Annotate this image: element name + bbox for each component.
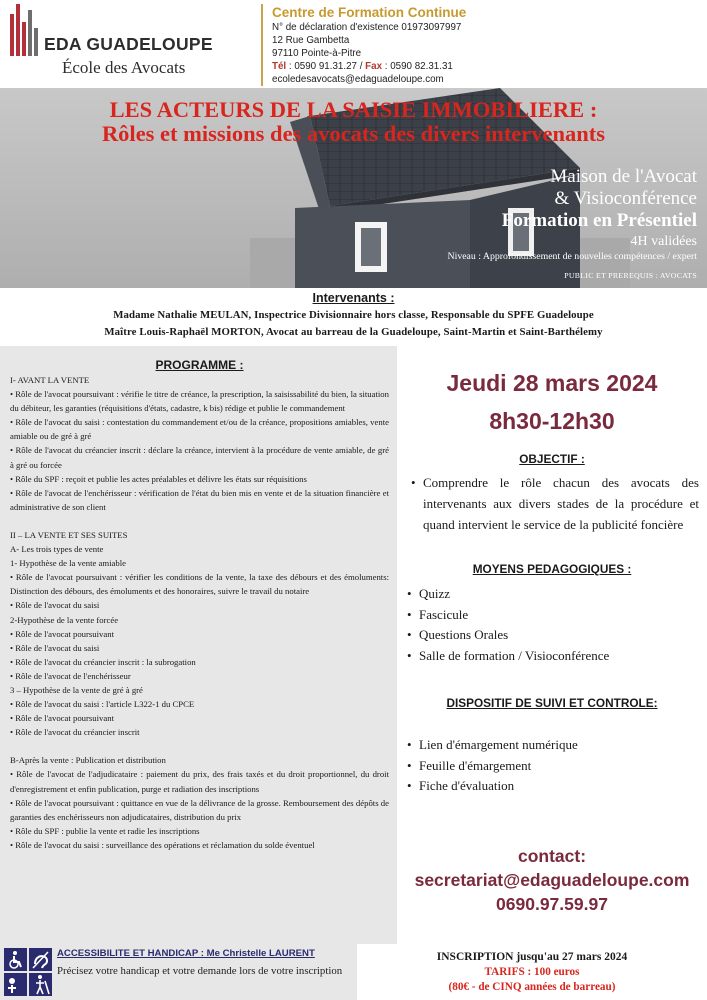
contact-block: [397, 844, 707, 916]
venue-line-2: & Visioconférence: [554, 188, 697, 209]
tel-label: Tél: [272, 61, 287, 72]
accessibility-heading: ACCESSIBILITE ET HANDICAP : Me Christelle LAURENT: [57, 948, 315, 959]
programme-heading: PROGRAMME :: [155, 358, 244, 372]
moyens-heading: MOYENS PEDAGOGIQUES :: [472, 562, 632, 576]
list-item: • Salle de formation / Visioconférence: [407, 646, 609, 667]
contact-email[interactable]: secretariat@edaguadeloupe.com: [414, 870, 690, 890]
programme-line: • Rôle de l'avocat poursuivant : vérifier les conditions de la vente, la taxe des débours et des émoluments: Distinction des débours, des émoluments et des honoraires, suivre le travail du notaire: [10, 572, 389, 597]
objectif-text: • Comprendre le rôle chacun des avocats des intervenants aux divers stades de la procédure et quand intervient le service de la publicité foncière: [411, 472, 699, 535]
eda-logo-icon: [10, 4, 40, 56]
programme-line: • Rôle de l'avocat du saisi : l'article L322-1 du CPCE: [10, 699, 195, 710]
programme-part-3: [10, 753, 389, 852]
organisation-email[interactable]: ecoledesavocats@edaguadeloupe.com: [272, 74, 444, 85]
programme-spacer: [10, 514, 389, 528]
accessibility-text: Précisez votre handicap et votre demande lors de votre inscription: [57, 965, 343, 977]
contact-phone[interactable]: 0690.97.59.97: [496, 894, 608, 914]
list-item: • Questions Orales: [407, 625, 609, 646]
programme-part-1: [10, 373, 389, 514]
dispositif-list: [407, 735, 578, 797]
training-title: [0, 98, 707, 146]
training-title-line-1: LES ACTEURS DE LA SAISIE IMMOBILIERE :: [109, 97, 598, 122]
tarif-reduced: (80€ - de CINQ années de barreau): [448, 981, 616, 993]
validated-hours: 4H validées: [630, 234, 697, 249]
programme-part-2: [10, 528, 389, 739]
programme-line: • Rôle du SPF : reçoit et publie les actes préalables et délivre les états sur réquisitions: [10, 473, 307, 484]
programme-line: • Rôle de l'avocat du saisi : contestation du commandement et/ou de la créance, propositions amiables, vente amiable ou de gré à gré: [10, 417, 389, 442]
programme-panel: [0, 346, 397, 944]
organisation-name: Centre de Formation Continue: [272, 5, 467, 20]
target-public: PUBLIC ET PREREQUIS : AVOCATS: [564, 271, 697, 280]
training-title-line-2: Rôles et missions des avocats des divers intervenants: [101, 121, 606, 146]
programme-line: • Rôle de l'avocat poursuivant: [10, 713, 115, 724]
programme-line: • Rôle de l'avocat du créancier inscrit : la subrogation: [10, 656, 196, 667]
programme-line: • Rôle de l'avocat du créancier inscrit : déclare la créance, intervient à la procédure de vente amiable, de gré à gré ou forcée: [10, 445, 389, 470]
list-item: • Fiche d'évaluation: [407, 776, 578, 797]
declaration-number: N° de déclaration d'existence 01973097997: [272, 22, 462, 33]
training-mode: Formation en Présentiel: [501, 210, 697, 231]
tarif: TARIFS : 100 euros: [484, 966, 580, 978]
venue-line-1: Maison de l'Avocat: [550, 166, 697, 187]
logo-subtitle: École des Avocats: [62, 58, 186, 77]
programme-line: 2-Hypothèse de la vente forcée: [10, 614, 119, 625]
inscription-deadline: INSCRIPTION jusqu'au 27 mars 2024: [436, 951, 628, 963]
programme-line: • Rôle de l'avocat poursuivant : quittance en vue de la délivrance de la grosse. Remboursement des dépôts de garanties des enchérisseurs non adjudicataires, distribution du prix: [10, 797, 389, 822]
list-item: • Lien d'émargement numérique: [407, 735, 578, 756]
list-item: • Quizz: [407, 584, 609, 605]
programme-line: A- Les trois types de vente: [10, 544, 104, 555]
programme-line: • Rôle de l'avocat du créancier inscrit: [10, 727, 140, 738]
programme-spacer: [10, 739, 389, 753]
header-divider: [261, 4, 263, 86]
moyens-list: [407, 584, 609, 666]
programme-line: • Rôle de l'avocat du saisi: [10, 600, 100, 611]
programme-line: • Rôle de l'avocat poursuivant: [10, 628, 115, 639]
hero-banner: [0, 88, 707, 288]
programme-line: I- AVANT LA VENTE: [10, 375, 90, 385]
programme-line: • Rôle de l'avocat de l'adjudicataire : paiement du prix, des frais taxés et du droit proportionnel, du droit d'enregistrement et enfin publication, purge et radiation des inscriptions: [10, 769, 389, 794]
training-level: Niveau : Approfondissement de nouvelles compétences / expert: [447, 251, 697, 262]
list-item: • Feuille d'émargement: [407, 756, 578, 777]
programme-line: 1- Hypothèse de la vente amiable: [10, 558, 127, 569]
logo-title: EDA GUADELOUPE: [44, 34, 213, 54]
dispositif-heading: DISPOSITIF DE SUIVI ET CONTROLE:: [446, 696, 658, 710]
programme-line: 3 – Hypothèse de la vente de gré à gré: [10, 684, 143, 695]
city-address: 97110 Pointe-à-Pitre: [272, 48, 362, 59]
session-details: [397, 346, 707, 944]
objectif-heading: OBJECTIF :: [519, 452, 585, 466]
accessibility-section: [0, 944, 357, 1000]
session-time: 8h30-12h30: [489, 408, 615, 434]
fax-label: Fax: [365, 61, 383, 72]
inscription-section: [357, 944, 707, 1000]
tel-value: : 0590 91.31.27 /: [286, 61, 366, 72]
fax-value: : 0590 82.31.31: [382, 61, 453, 72]
programme-line: • Rôle du SPF : publie la vente et radie les inscriptions: [10, 825, 200, 836]
header: [0, 0, 707, 88]
programme-line: • Rôle de l'avocat du saisi : surveillance des opérations et réclamation du solde éventuel: [10, 839, 315, 850]
speakers-heading: Intervenants :: [312, 291, 395, 305]
organisation-contact: [272, 4, 702, 86]
speakers-section: [0, 288, 707, 346]
programme-line: • Rôle de l'avocat de l'enchérisseur : vérification de l'état du bien mis en vente et de la situation financière et administrative de son client: [10, 487, 389, 512]
phone-fax-line: [272, 60, 702, 73]
training-info: [448, 166, 697, 281]
contact-label: contact:: [517, 846, 587, 866]
programme-line: • Rôle de l'avocat poursuivant : vérifie le titre de créance, la prescription, la saisissabilité du bien, la situation du débiteur, les garanties (réquisitions d'états, cadastre, k bis) rédige et publie le commandement: [10, 389, 389, 414]
street-address: 12 Rue Gambetta: [272, 35, 350, 46]
list-item: • Fascicule: [407, 605, 609, 626]
programme-line: B-Après la vente : Publication et distribution: [10, 755, 166, 766]
programme-line: II – LA VENTE ET SES SUITES: [10, 529, 128, 540]
session-date: Jeudi 28 mars 2024: [446, 370, 658, 396]
speaker-1: Madame Nathalie MEULAN, Inspectrice Divisionnaire hors classe, Responsable du SPFE Guadeloupe: [113, 309, 594, 321]
accessibility-icon: [4, 948, 52, 996]
programme-line: • Rôle de l'avocat de l'enchérisseur: [10, 670, 131, 681]
programme-line: • Rôle de l'avocat du saisi: [10, 642, 100, 653]
speaker-2: Maître Louis-Raphaël MORTON, Avocat au barreau de la Guadeloupe, Saint-Martin et Saint-Barthélemy: [104, 326, 603, 338]
